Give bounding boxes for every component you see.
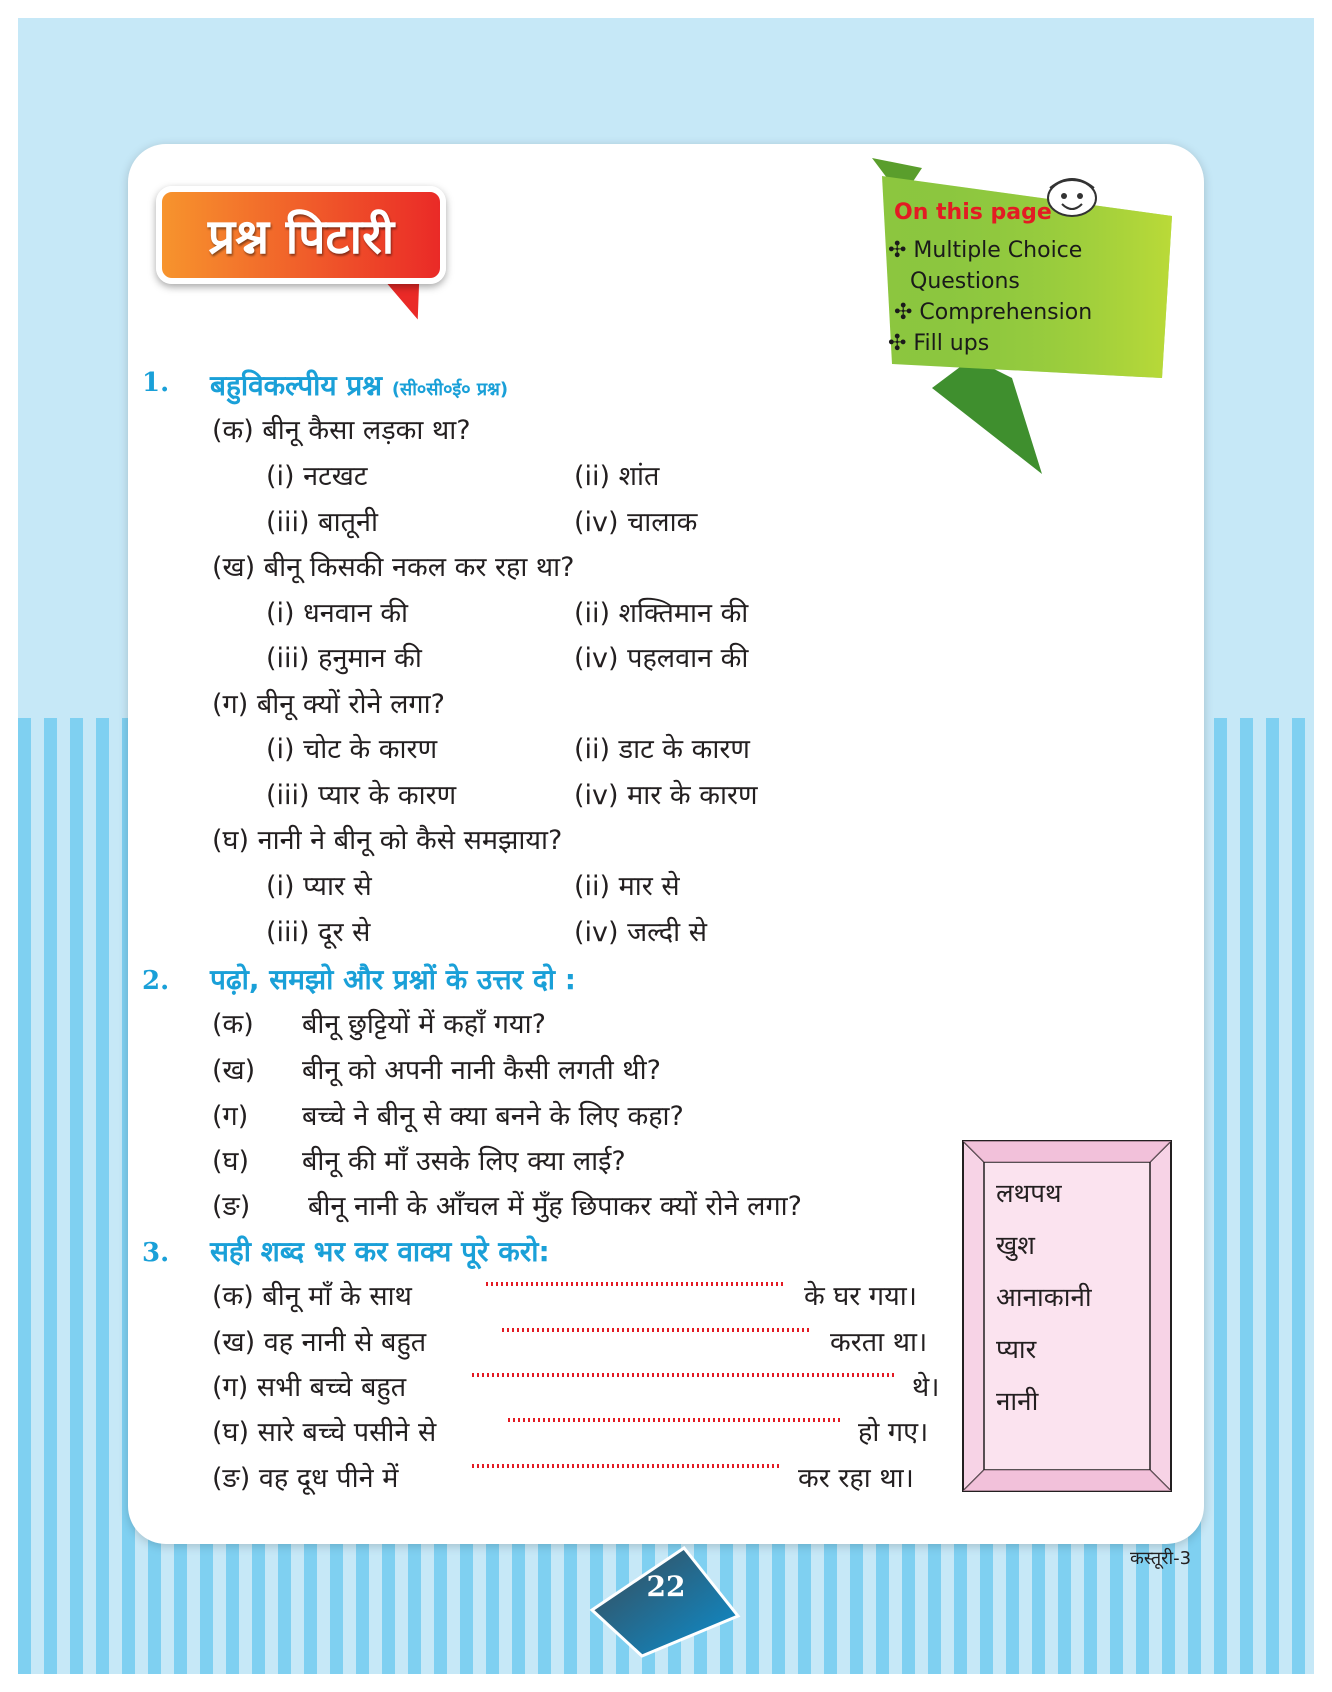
blank-line[interactable] xyxy=(472,1373,896,1377)
book-title: कस्तूरी-3 xyxy=(1130,1548,1192,1569)
mcq-option: (iv) जल्दी से xyxy=(574,917,707,948)
mcq-question: (क) बीनू कैसा लड़का था? xyxy=(212,415,471,446)
page-title: प्रश्न पिटारी xyxy=(207,208,395,265)
word-bank-item: नानी xyxy=(996,1387,1039,1417)
mcq-question: (घ) नानी ने बीनू को कैसे समझाया? xyxy=(212,825,563,856)
question-label: (ख) xyxy=(212,1055,256,1086)
question-text: बीनू की माँ उसके लिए क्या लाई? xyxy=(302,1146,626,1177)
blank-line[interactable] xyxy=(508,1418,842,1422)
mcq-option: (iv) पहलवान की xyxy=(574,643,749,674)
title-box xyxy=(156,186,446,284)
word-bank-item: आनाकानी xyxy=(996,1283,1092,1313)
badge-item: ✣ Comprehension xyxy=(894,300,1093,325)
section-heading: सही शब्द भर कर वाक्य पूरे करो: xyxy=(210,1235,550,1268)
mcq-option: (ii) शांत xyxy=(574,461,660,492)
fill-sentence-end: के घर गया। xyxy=(804,1281,917,1312)
section-number: 1. xyxy=(142,368,170,398)
mcq-option: (i) प्यार से xyxy=(266,871,372,902)
question-text: बीनू छुट्टियों में कहाँ गया? xyxy=(302,1009,546,1040)
badge-item: Questions xyxy=(910,269,1020,294)
fill-sentence-start: (क) बीनू माँ के साथ xyxy=(212,1281,412,1312)
fill-sentence-start: (ख) वह नानी से बहुत xyxy=(212,1327,427,1358)
mcq-option: (ii) डाट के कारण xyxy=(574,734,750,765)
section1-heading-note: (सी०सी०ई० प्रश्न) xyxy=(391,379,509,400)
section-heading: पढ़ो, समझो और प्रश्नों के उत्तर दो : xyxy=(210,963,576,996)
badge-item: ✣ Multiple Choice xyxy=(888,238,1083,263)
blank-line[interactable] xyxy=(486,1282,786,1286)
on-this-page-list xyxy=(888,200,1148,359)
fill-sentence-end: हो गए। xyxy=(858,1417,929,1448)
mcq-option: (iii) बातूनी xyxy=(266,507,378,538)
mcq-option: (i) चोट के कारण xyxy=(266,734,438,765)
mcq-option: (iv) मार के कारण xyxy=(574,780,758,811)
word-bank-item: लथपथ xyxy=(996,1179,1062,1209)
mcq-option: (iii) दूर से xyxy=(266,917,371,948)
question-label: (ङ) xyxy=(212,1191,251,1222)
fill-sentence-start: (ग) सभी बच्चे बहुत xyxy=(212,1372,407,1403)
fill-sentence-start: (ङ) वह दूध पीने में xyxy=(212,1463,399,1494)
word-bank-item: खुश xyxy=(996,1231,1035,1261)
on-this-page-heading: On this page xyxy=(894,200,1052,225)
mcq-option: (iii) हनुमान की xyxy=(266,643,422,674)
question-text: बच्चे ने बीनू से क्या बनने के लिए कहा? xyxy=(302,1101,684,1132)
blank-line[interactable] xyxy=(472,1464,780,1468)
word-bank xyxy=(996,1168,1092,1428)
question-label: (ग) xyxy=(212,1101,249,1132)
title-tag xyxy=(146,176,466,316)
fill-sentence-start: (घ) सारे बच्चे पसीने से xyxy=(212,1417,437,1448)
fill-sentence-end: करता था। xyxy=(830,1327,928,1358)
question-label: (क) xyxy=(212,1009,254,1040)
mcq-question: (ग) बीनू क्यों रोने लगा? xyxy=(212,689,445,720)
mcq-option: (iv) चालाक xyxy=(574,507,698,538)
word-bank-item: प्यार xyxy=(996,1335,1037,1365)
badge-item: ✣ Fill ups xyxy=(888,331,990,356)
question-text: बीनू नानी के आँचल में मुँह छिपाकर क्यों रोने लगा? xyxy=(308,1191,802,1222)
blank-line[interactable] xyxy=(502,1328,810,1332)
page-number: 22 xyxy=(646,1570,686,1603)
section-number: 3. xyxy=(142,1238,170,1268)
section1-heading-text: बहुविकल्पीय प्रश्न xyxy=(210,369,383,402)
mcq-question: (ख) बीनू किसकी नकल कर रहा था? xyxy=(212,552,575,583)
mcq-option: (i) नटखट xyxy=(266,461,368,492)
question-label: (घ) xyxy=(212,1146,250,1177)
section-heading xyxy=(210,366,508,404)
fill-sentence-end: थे। xyxy=(912,1372,940,1403)
mcq-option: (i) धनवान की xyxy=(266,598,409,629)
section-number: 2. xyxy=(142,966,170,996)
mcq-option: (ii) शक्तिमान की xyxy=(574,598,749,629)
mcq-option: (iii) प्यार के कारण xyxy=(266,780,457,811)
question-text: बीनू को अपनी नानी कैसी लगती थी? xyxy=(302,1055,661,1086)
mcq-option: (ii) मार से xyxy=(574,871,680,902)
fill-sentence-end: कर रहा था। xyxy=(798,1463,914,1494)
